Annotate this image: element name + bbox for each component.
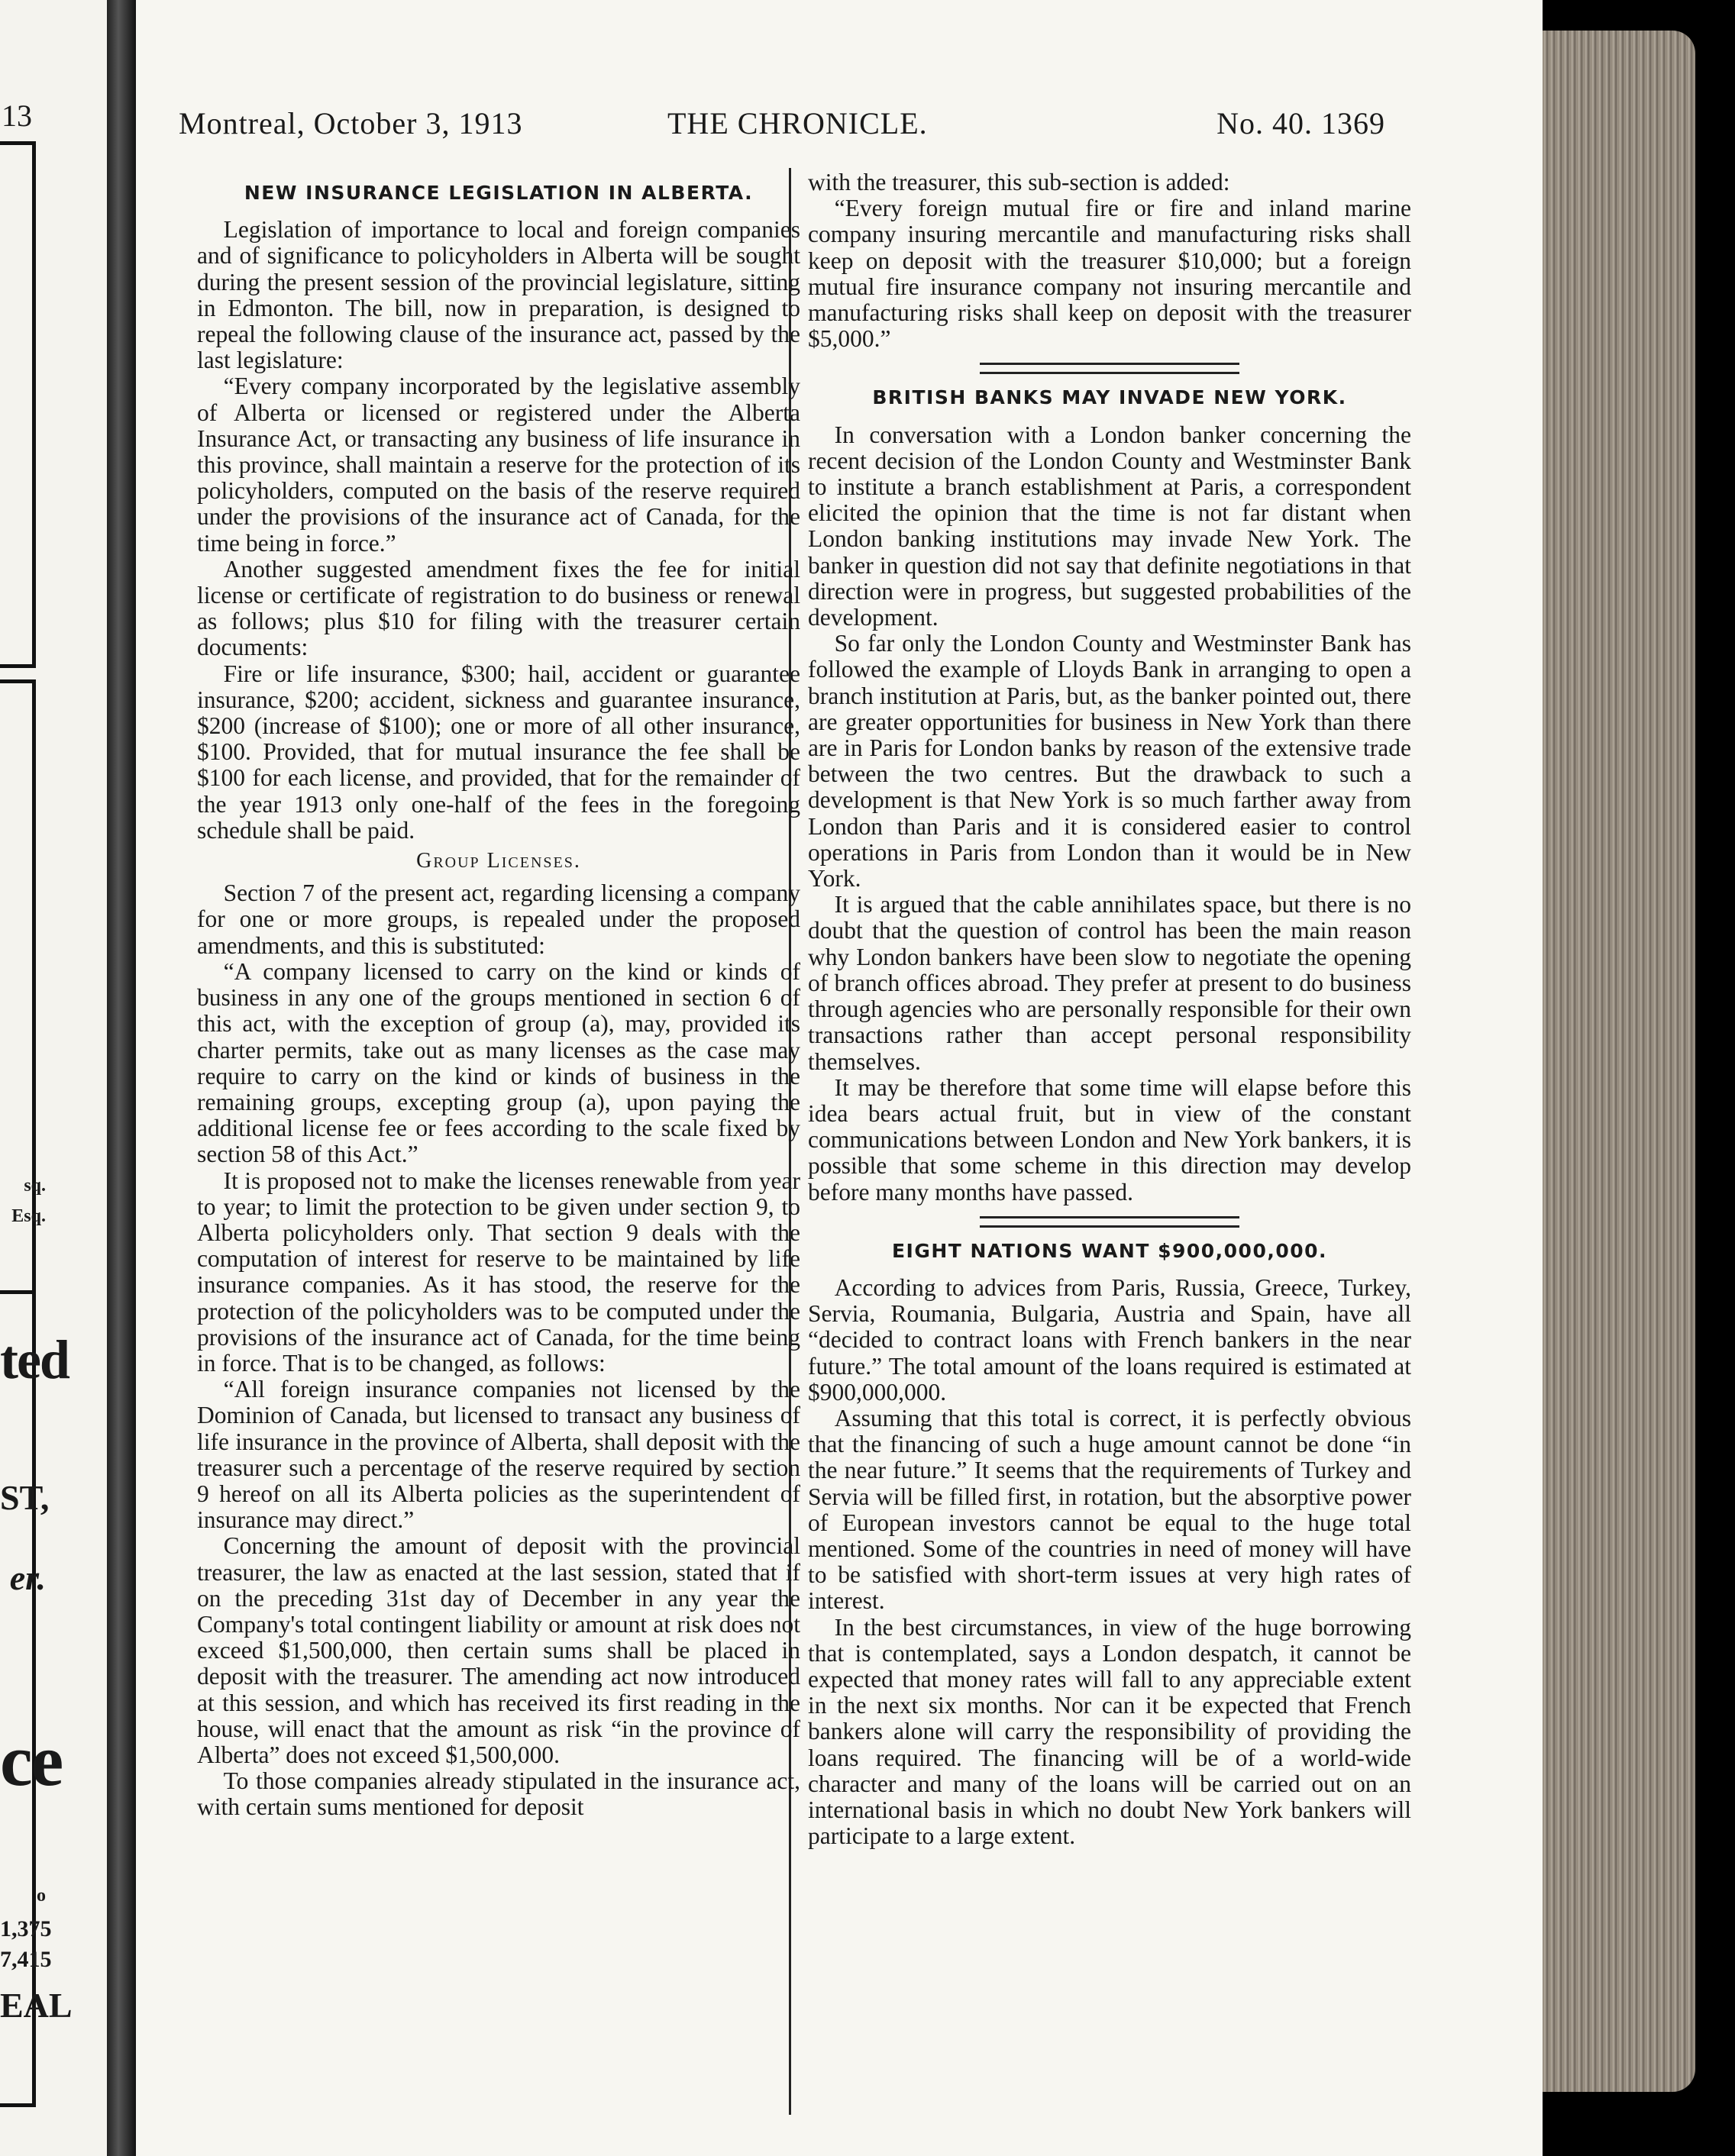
previous-page-number: 13 xyxy=(2,98,32,133)
paragraph: It is argued that the cable annihilates space, but there is no doubt that the question of control has been the main reason why London bankers have been slow to negotiate the opening of branch offices abroad. They prefer at present to do business through agencies who are personally responsible for their own transactions rather than accept personal responsibility themselves. xyxy=(808,891,1411,1075)
prev-fragment: 7,415 xyxy=(0,1947,52,1972)
article-title-alberta: NEW INSURANCE LEGISLATION IN ALBERTA. xyxy=(244,182,754,204)
paragraph: “Every foreign mutual fire or fire and inland marine company insuring mercantile and manufacturing risks shall keep on deposit with the treasurer $10,000; but a foreign mutual fire insurance company not insuring mercantile and manufacturing risks shall keep on deposit with the treasurer $5,000.” xyxy=(808,195,1411,353)
prev-fragment: ted xyxy=(0,1329,69,1390)
paragraph: Concerning the amount of deposit with the provincial treasurer, the law as enacted at the last session, stated that if on the preceding 31st day of December in any year the Company's total contingent liability or amount at risk does not exceed $1,500,000, then certain sums shall be placed in deposit with the treasurer. The amending act now introduced at this session, and which has received its first reading in the house, will enact that the amount as risk “in the province of Alberta” does not exceed $1,500,000. xyxy=(197,1532,800,1768)
paragraph: It may be therefore that some time will elapse before this idea bears actual fruit, but in view of the constant communications between London and New York bankers, it is possible that some scheme in this direction may develop before many months have passed. xyxy=(808,1073,1411,1205)
paragraph: with the treasurer, this sub-section is added: xyxy=(808,169,1230,195)
ad-box-1 xyxy=(0,141,36,668)
right-column xyxy=(808,169,1411,1849)
article-title-eight-nations: EIGHT NATIONS WANT $900,000,000. xyxy=(891,1239,1328,1262)
running-header xyxy=(179,105,1385,151)
paragraph: Section 7 of the present act, regarding licensing a company for one or more groups, is repealed under the proposed amendments, and this is substituted: xyxy=(197,880,800,959)
paragraph: Another suggested amendment fixes the fee for initial license or certificate of registration to do business or renewal as follows; plus $10 for filing with the treasurer certain documents: xyxy=(197,555,800,661)
subheading-group-licenses: Group Licenses. xyxy=(416,849,581,873)
paragraph: “A company licensed to carry on the kind or kinds of business in any one of the groups mentioned in section 6 of this act, with the exception of group (a), may, provided its charter permits, take out as many licenses as the case may require to carry on the kind or kinds of business in the remaining groups, excepting group (a), upon paying the additional license fee or fees according to the scale fixed by section 58 of this Act.” xyxy=(197,957,800,1168)
prev-fragment: er. xyxy=(9,1558,46,1597)
paragraph: According to advices from Paris, Russia, Greece, Turkey, Servia, Roumania, Bulgaria, Austria and Spain, have all “decided to contract loans with French bankers in the near future.” The total amount of the loans required is estimated at $900,000,000. xyxy=(808,1273,1411,1406)
previous-page-edge xyxy=(0,0,107,2156)
newspaper-page xyxy=(136,0,1543,2156)
paragraph: Legislation of importance to local and foreign companies and of significance to policyholders in Alberta will be sought during the present session of the provincial legislature, sitting in Edmonton. The bill, now in preparation, is designed to repeal the following clause of the insurance act, passed by the last legislature: xyxy=(197,216,800,374)
paragraph: Fire or life insurance, $300; hail, accident or guarantee insurance, $200; accident, sickness and guarantee insurance, $200 (increase of $100); one or more of all other insurance, $100. Provided, that for mutual insurance the fee shall be $100 for each license, and provided, that for the remainder of the year 1913 only one-half of the fees in the foregoing schedule shall be paid. xyxy=(197,660,800,844)
prev-fragment: sq. xyxy=(24,1176,46,1196)
article-title-british-banks: BRITISH BANKS MAY INVADE NEW YORK. xyxy=(872,386,1347,409)
paragraph: In the best circumstances, in view of the huge borrowing that is contemplated, says a London despatch, it cannot be expected that money rates will fall to any appreciable extent in the next six months. Nor can it be expected that French bankers alone will carry the responsibility of providing the loans required. The financing will be of a world-wide character and many of the loans will be carried out on an international basis in which no doubt New York bankers will participate to a large extent. xyxy=(808,1613,1411,1850)
header-masthead: THE CHRONICLE. xyxy=(667,106,928,140)
section-divider xyxy=(980,363,1239,374)
header-page-number: No. 40. 1369 xyxy=(1216,106,1385,140)
prev-fragment: ce xyxy=(0,1719,63,1801)
paragraph: It is proposed not to make the licenses renewable from year to year; to limit the protection to be given under section 9, to Alberta policyholders only. That section 9 deals with the computation of interest for reserve to be maintained by life insurance companies. As it has stood, the reserve for the protection of the policyholders was to be computed under the provisions of the insurance act of Canada, for the time being in force. That is to be changed, as follows: xyxy=(197,1167,800,1377)
prev-fragment: 1,375 xyxy=(0,1916,52,1941)
section-divider xyxy=(980,1216,1239,1228)
left-column xyxy=(197,169,800,1821)
header-dateline: Montreal, October 3, 1913 xyxy=(179,106,523,140)
book-page-edges xyxy=(1543,31,1695,2092)
prev-fragment: o xyxy=(37,1886,46,1906)
paragraph: So far only the London County and Westminster Bank has followed the example of Lloyds Bank in arranging to open a branch institution at Paris, but, as the banker pointed out, there are greater opportunities for business in New York than there are in Paris for London banks by reason of the extensive trade between the two centres. But the drawback to such a development is that New York is so much farther away from London than Paris and it is considered easier to control operations in Paris from London than it would be in New York. xyxy=(808,630,1411,892)
prev-fragment: Esq. xyxy=(11,1206,46,1226)
paragraph: “All foreign insurance companies not licensed by the Dominion of Canada, but licensed to transact any business of life insurance in the province of Alberta, shall deposit with the treasurer such a percentage of the reserve required by section 9 hereof on all its Alberta policies as the superintendent of insurance may direct.” xyxy=(197,1376,800,1534)
paragraph: In conversation with a London banker concerning the recent decision of the London County and Westminster Bank to institute a branch establishment at Paris, a correspondent elicited the opinion that the time is not far distant when London banking institutions may invade New York. The banker in question did not say that definite negotiations in that direction were in progress, but suggested probabilities of the development. xyxy=(808,421,1411,631)
ad-box-2 xyxy=(0,679,36,1298)
book-gutter xyxy=(107,0,136,2156)
paragraph: “Every company incorporated by the legislative assembly of Alberta or licensed or registered under the Alberta Insurance Act, or transacting any business of life insurance in this province, shall maintain a reserve for the protection of its policyholders, computed on the basis of the reserve required under the provisions of the insurance act of Canada, for the time being in force.” xyxy=(197,373,800,557)
prev-fragment: ST, xyxy=(0,1478,50,1517)
paragraph: Assuming that this total is correct, it is perfectly obvious that the financing of such a huge amount cannot be done “in the near future.” It seems that the requirements of Turkey and Servia will be filled first, in rotation, but the absorptive power of European investors cannot be equal to the huge total mentioned. Some of the countries in need of money will have to be satisfied with short-term issues at very high rates of interest. xyxy=(808,1404,1411,1615)
paragraph: To those companies already stipulated in the insurance act, with certain sums mentioned for deposit xyxy=(197,1767,800,1821)
prev-fragment: EAL xyxy=(0,1986,73,2025)
